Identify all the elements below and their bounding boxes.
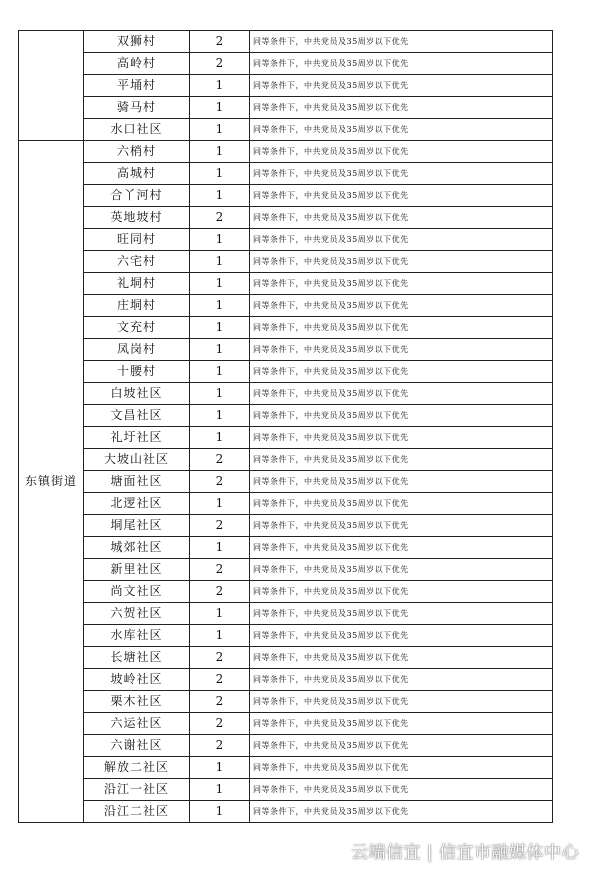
table-row xyxy=(19,163,553,185)
condition-note-cell: 同等条件下，中共党员及35周岁以下优先 xyxy=(250,53,553,75)
condition-note-cell: 同等条件下，中共党员及35周岁以下优先 xyxy=(250,603,553,625)
village-name-cell: 平埇村 xyxy=(84,75,190,97)
table-row xyxy=(19,779,553,801)
quota-count-cell: 1 xyxy=(190,119,250,141)
quota-count-cell: 2 xyxy=(190,31,250,53)
table-row xyxy=(19,625,553,647)
table-row xyxy=(19,559,553,581)
condition-note-cell: 同等条件下，中共党员及35周岁以下优先 xyxy=(250,383,553,405)
condition-note-cell: 同等条件下，中共党员及35周岁以下优先 xyxy=(250,691,553,713)
village-name-cell: 高城村 xyxy=(84,163,190,185)
village-name-cell: 北逻社区 xyxy=(84,493,190,515)
quota-count-cell: 2 xyxy=(190,207,250,229)
village-name-cell: 文昌社区 xyxy=(84,405,190,427)
condition-note-cell: 同等条件下，中共党员及35周岁以下优先 xyxy=(250,229,553,251)
table-row xyxy=(19,339,553,361)
quota-count-cell: 1 xyxy=(190,229,250,251)
village-name-cell: 塘面社区 xyxy=(84,471,190,493)
condition-note-cell: 同等条件下，中共党员及35周岁以下优先 xyxy=(250,251,553,273)
quota-count-cell: 1 xyxy=(190,757,250,779)
table-row xyxy=(19,801,553,823)
quota-count-cell: 1 xyxy=(190,361,250,383)
village-name-cell: 骑马村 xyxy=(84,97,190,119)
condition-note-cell: 同等条件下，中共党员及35周岁以下优先 xyxy=(250,515,553,537)
condition-note-cell: 同等条件下，中共党员及35周岁以下优先 xyxy=(250,713,553,735)
quota-count-cell: 1 xyxy=(190,339,250,361)
table-row xyxy=(19,471,553,493)
quota-count-cell: 2 xyxy=(190,669,250,691)
condition-note-cell: 同等条件下，中共党员及35周岁以下优先 xyxy=(250,75,553,97)
table-row xyxy=(19,449,553,471)
quota-count-cell: 1 xyxy=(190,97,250,119)
quota-count-cell: 1 xyxy=(190,427,250,449)
quota-count-cell: 1 xyxy=(190,383,250,405)
quota-count-cell: 2 xyxy=(190,449,250,471)
table-body xyxy=(19,31,553,823)
table-row xyxy=(19,295,553,317)
condition-note-cell: 同等条件下，中共党员及35周岁以下优先 xyxy=(250,493,553,515)
quota-count-cell: 1 xyxy=(190,185,250,207)
quota-count-cell: 2 xyxy=(190,471,250,493)
village-name-cell: 沿江一社区 xyxy=(84,779,190,801)
district-cell xyxy=(19,31,84,141)
condition-note-cell: 同等条件下，中共党员及35周岁以下优先 xyxy=(250,757,553,779)
village-name-cell: 尚文社区 xyxy=(84,581,190,603)
table-row xyxy=(19,757,553,779)
village-name-cell: 英地坡村 xyxy=(84,207,190,229)
village-name-cell: 栗木社区 xyxy=(84,691,190,713)
condition-note-cell: 同等条件下，中共党员及35周岁以下优先 xyxy=(250,625,553,647)
quota-count-cell: 1 xyxy=(190,603,250,625)
table-row xyxy=(19,185,553,207)
quota-count-cell: 1 xyxy=(190,75,250,97)
village-name-cell: 庄垌村 xyxy=(84,295,190,317)
quota-count-cell: 1 xyxy=(190,625,250,647)
village-name-cell: 新里社区 xyxy=(84,559,190,581)
village-name-cell: 大坡山社区 xyxy=(84,449,190,471)
village-name-cell: 垌尾社区 xyxy=(84,515,190,537)
village-name-cell: 双狮村 xyxy=(84,31,190,53)
condition-note-cell: 同等条件下，中共党员及35周岁以下优先 xyxy=(250,559,553,581)
table-row xyxy=(19,603,553,625)
village-name-cell: 水口社区 xyxy=(84,119,190,141)
village-name-cell: 合丫河村 xyxy=(84,185,190,207)
recruitment-table-wrapper xyxy=(18,30,553,823)
quota-count-cell: 1 xyxy=(190,251,250,273)
quota-count-cell: 2 xyxy=(190,713,250,735)
village-name-cell: 六梢村 xyxy=(84,141,190,163)
table-row xyxy=(19,427,553,449)
village-name-cell: 六谢社区 xyxy=(84,735,190,757)
quota-count-cell: 1 xyxy=(190,779,250,801)
condition-note-cell: 同等条件下，中共党员及35周岁以下优先 xyxy=(250,471,553,493)
table-row xyxy=(19,713,553,735)
condition-note-cell: 同等条件下，中共党员及35周岁以下优先 xyxy=(250,31,553,53)
condition-note-cell: 同等条件下，中共党员及35周岁以下优先 xyxy=(250,647,553,669)
quota-count-cell: 1 xyxy=(190,163,250,185)
village-name-cell: 凤岗村 xyxy=(84,339,190,361)
village-quota-table xyxy=(18,30,553,823)
condition-note-cell: 同等条件下，中共党员及35周岁以下优先 xyxy=(250,361,553,383)
condition-note-cell: 同等条件下，中共党员及35周岁以下优先 xyxy=(250,735,553,757)
condition-note-cell: 同等条件下，中共党员及35周岁以下优先 xyxy=(250,537,553,559)
table-row xyxy=(19,581,553,603)
condition-note-cell: 同等条件下，中共党员及35周岁以下优先 xyxy=(250,97,553,119)
table-row xyxy=(19,405,553,427)
table-row xyxy=(19,273,553,295)
condition-note-cell: 同等条件下，中共党员及35周岁以下优先 xyxy=(250,427,553,449)
village-name-cell: 六贺社区 xyxy=(84,603,190,625)
table-row xyxy=(19,493,553,515)
quota-count-cell: 1 xyxy=(190,405,250,427)
table-row xyxy=(19,251,553,273)
condition-note-cell: 同等条件下，中共党员及35周岁以下优先 xyxy=(250,141,553,163)
table-row xyxy=(19,735,553,757)
quota-count-cell: 1 xyxy=(190,317,250,339)
quota-count-cell: 2 xyxy=(190,559,250,581)
condition-note-cell: 同等条件下，中共党员及35周岁以下优先 xyxy=(250,779,553,801)
quota-count-cell: 1 xyxy=(190,295,250,317)
quota-count-cell: 1 xyxy=(190,493,250,515)
condition-note-cell: 同等条件下，中共党员及35周岁以下优先 xyxy=(250,119,553,141)
village-name-cell: 六宅村 xyxy=(84,251,190,273)
quota-count-cell: 2 xyxy=(190,691,250,713)
table-row xyxy=(19,31,553,53)
table-row xyxy=(19,691,553,713)
condition-note-cell: 同等条件下，中共党员及35周岁以下优先 xyxy=(250,273,553,295)
quota-count-cell: 1 xyxy=(190,801,250,823)
village-name-cell: 长塘社区 xyxy=(84,647,190,669)
table-row xyxy=(19,317,553,339)
table-row xyxy=(19,537,553,559)
village-name-cell: 文充村 xyxy=(84,317,190,339)
village-name-cell: 十腰村 xyxy=(84,361,190,383)
table-row xyxy=(19,119,553,141)
village-name-cell: 解放二社区 xyxy=(84,757,190,779)
quota-count-cell: 2 xyxy=(190,581,250,603)
village-name-cell: 礼圩社区 xyxy=(84,427,190,449)
condition-note-cell: 同等条件下，中共党员及35周岁以下优先 xyxy=(250,669,553,691)
village-name-cell: 城郊社区 xyxy=(84,537,190,559)
condition-note-cell: 同等条件下，中共党员及35周岁以下优先 xyxy=(250,163,553,185)
quota-count-cell: 2 xyxy=(190,647,250,669)
condition-note-cell: 同等条件下，中共党员及35周岁以下优先 xyxy=(250,207,553,229)
table-row xyxy=(19,53,553,75)
table-row xyxy=(19,515,553,537)
condition-note-cell: 同等条件下，中共党员及35周岁以下优先 xyxy=(250,449,553,471)
table-row xyxy=(19,669,553,691)
quota-count-cell: 1 xyxy=(190,537,250,559)
village-name-cell: 礼垌村 xyxy=(84,273,190,295)
condition-note-cell: 同等条件下，中共党员及35周岁以下优先 xyxy=(250,581,553,603)
village-name-cell: 白坡社区 xyxy=(84,383,190,405)
quota-count-cell: 1 xyxy=(190,141,250,163)
quota-count-cell: 2 xyxy=(190,515,250,537)
table-row xyxy=(19,141,553,163)
village-name-cell: 沿江二社区 xyxy=(84,801,190,823)
village-name-cell: 六运社区 xyxy=(84,713,190,735)
table-row xyxy=(19,75,553,97)
condition-note-cell: 同等条件下，中共党员及35周岁以下优先 xyxy=(250,801,553,823)
quota-count-cell: 2 xyxy=(190,735,250,757)
condition-note-cell: 同等条件下，中共党员及35周岁以下优先 xyxy=(250,185,553,207)
source-watermark: 云端信宜 | 信宜市融媒体中心 xyxy=(350,843,579,863)
table-row xyxy=(19,207,553,229)
condition-note-cell: 同等条件下，中共党员及35周岁以下优先 xyxy=(250,295,553,317)
table-row xyxy=(19,97,553,119)
district-cell: 东镇街道 xyxy=(19,141,84,823)
village-name-cell: 水库社区 xyxy=(84,625,190,647)
condition-note-cell: 同等条件下，中共党员及35周岁以下优先 xyxy=(250,317,553,339)
table-row xyxy=(19,383,553,405)
village-name-cell: 高岭村 xyxy=(84,53,190,75)
table-row xyxy=(19,229,553,251)
quota-count-cell: 1 xyxy=(190,273,250,295)
quota-count-cell: 2 xyxy=(190,53,250,75)
condition-note-cell: 同等条件下，中共党员及35周岁以下优先 xyxy=(250,405,553,427)
village-name-cell: 坡岭社区 xyxy=(84,669,190,691)
village-name-cell: 旺同村 xyxy=(84,229,190,251)
table-row xyxy=(19,361,553,383)
table-row xyxy=(19,647,553,669)
condition-note-cell: 同等条件下，中共党员及35周岁以下优先 xyxy=(250,339,553,361)
